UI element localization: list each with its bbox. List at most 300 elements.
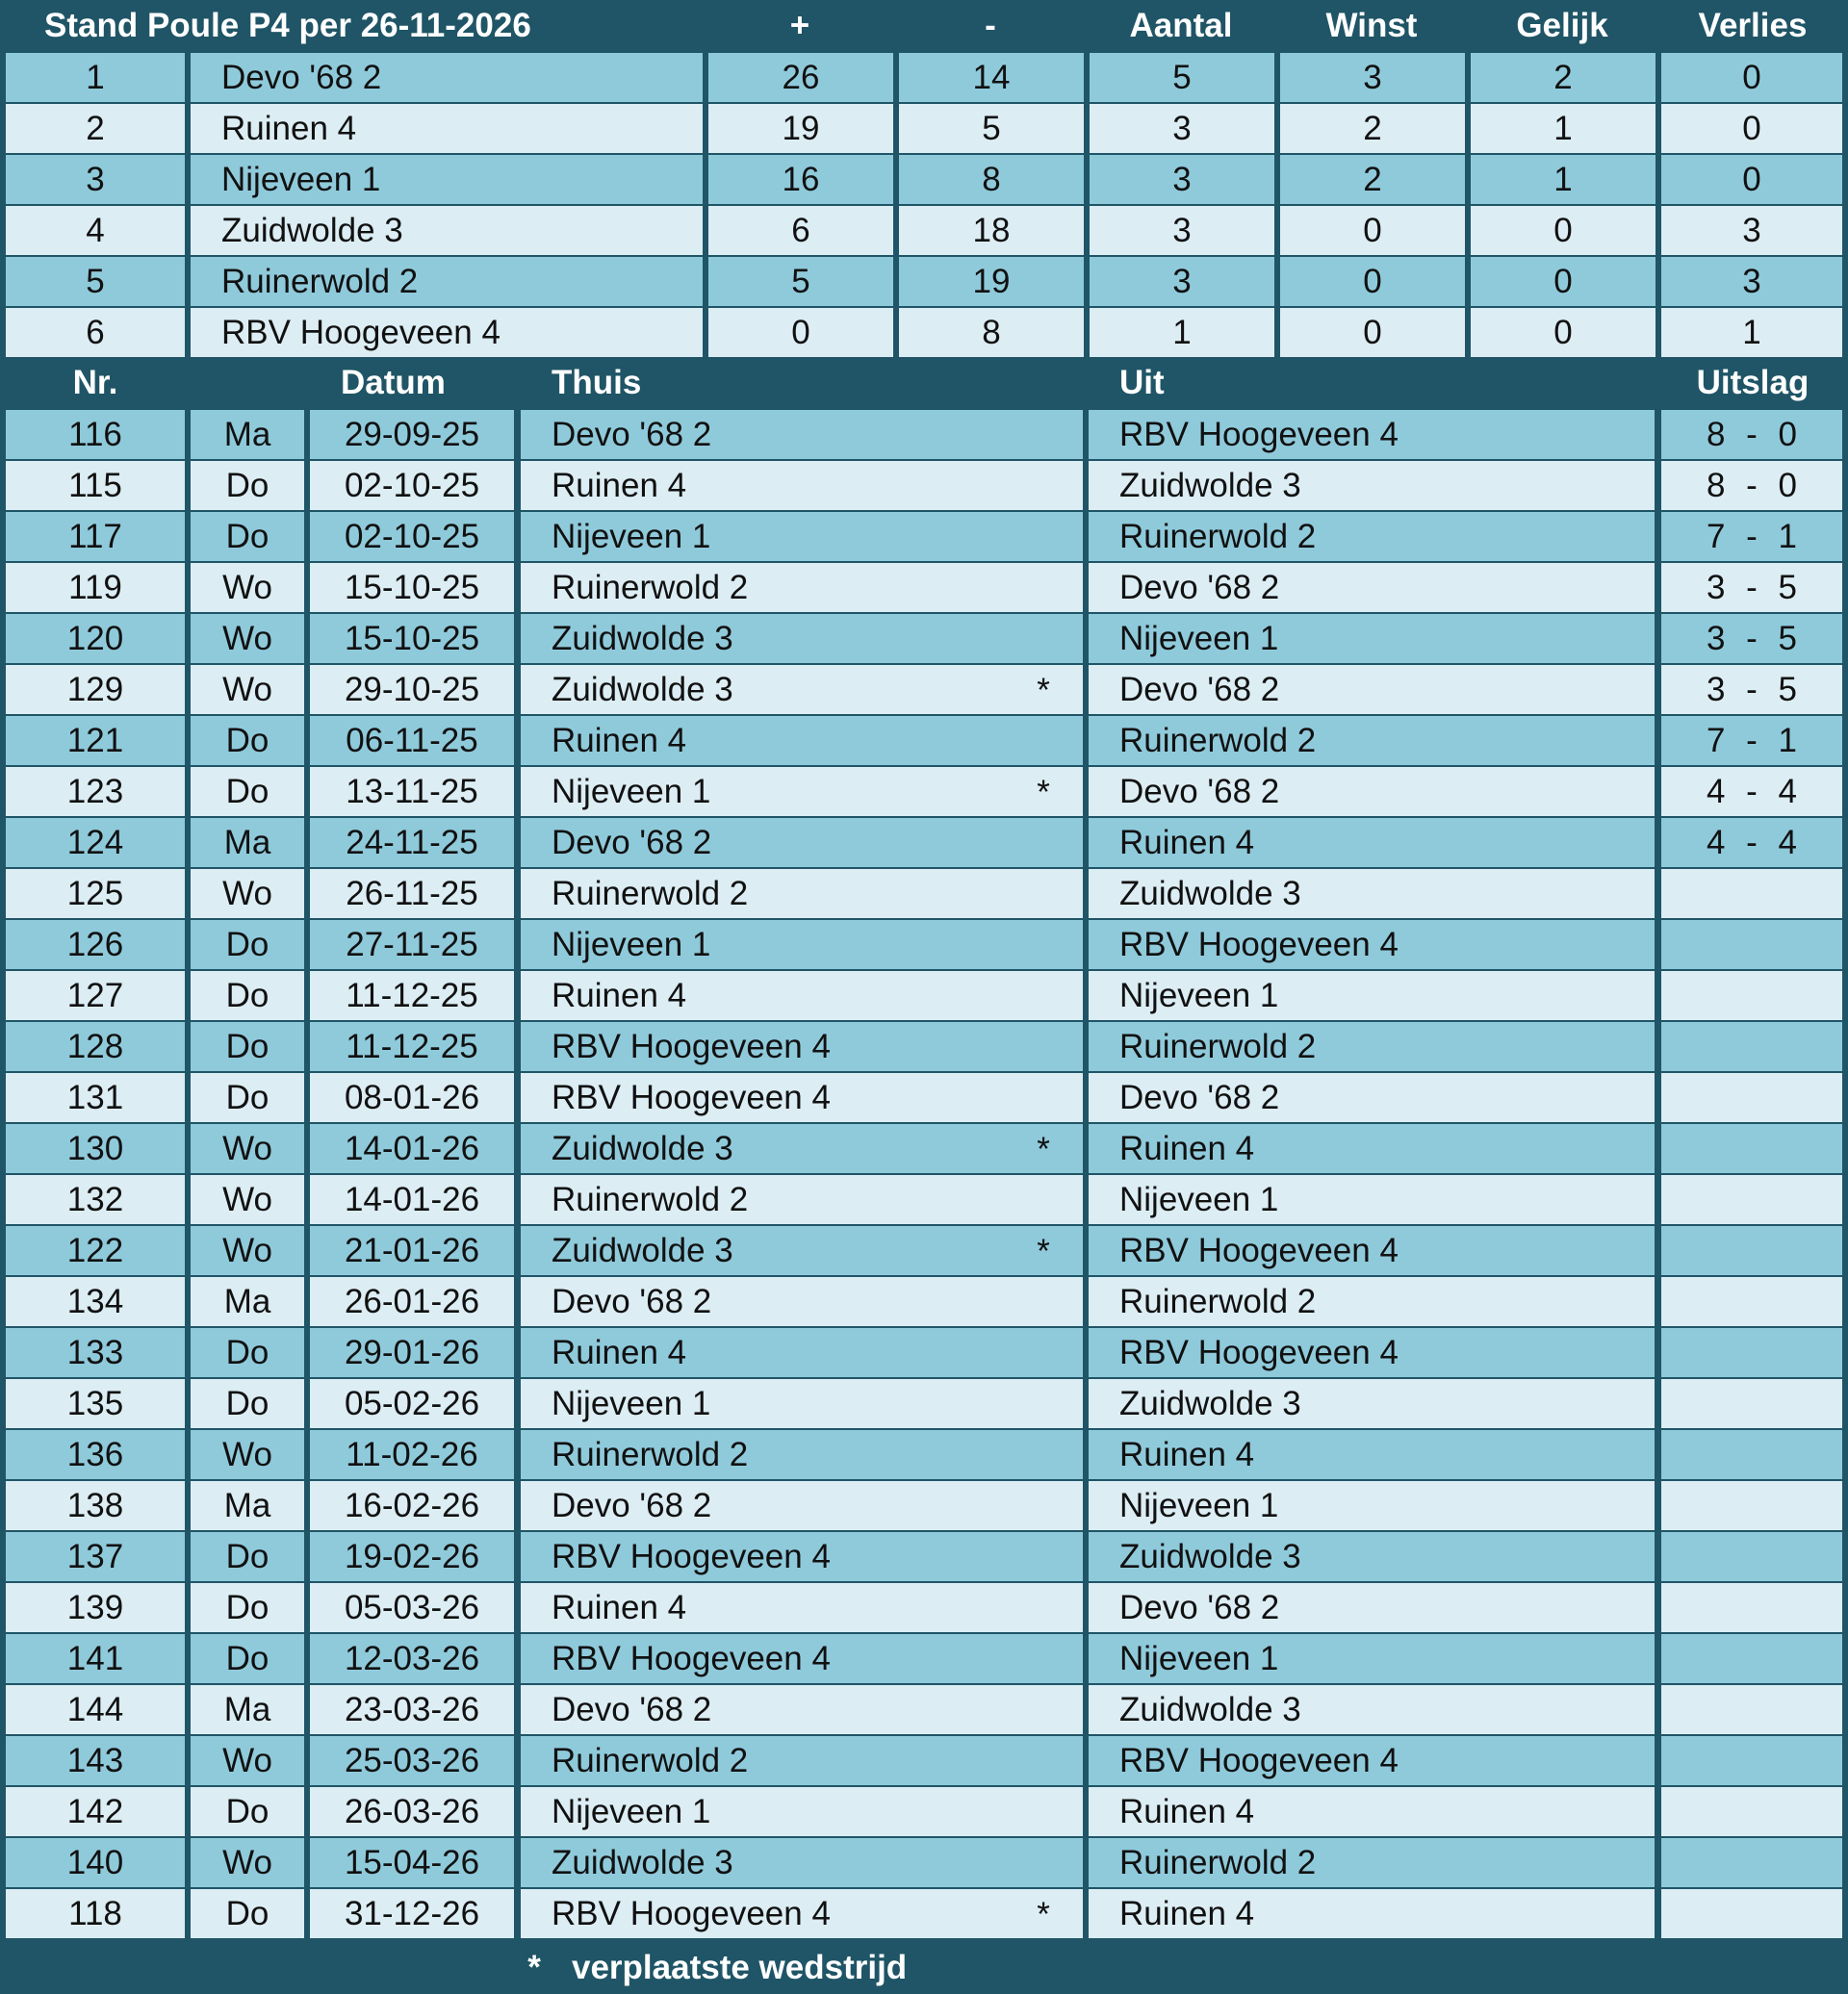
col-aantal-header: Aantal [1129, 6, 1233, 44]
schedule-row [0, 1736, 1848, 1787]
moved-match-marker [1024, 1736, 1063, 1787]
schedule-row [0, 1430, 1848, 1481]
moved-match-marker [1024, 512, 1063, 563]
schedule-cell-nr: 129 [6, 665, 185, 714]
standings-cell-plus: 6 [708, 206, 893, 255]
score-sh: 8 [1707, 466, 1726, 504]
standings-cell-minus: 8 [899, 308, 1084, 357]
schedule-cell-day: Do [191, 767, 304, 816]
schedule-cell-nr: 140 [6, 1838, 185, 1887]
score-value [1707, 773, 1797, 811]
schedule-cell-date: 11-12-25 [310, 971, 514, 1020]
schedule-cell-home: Ruinerwold 2 [521, 1175, 1083, 1224]
score-sep: - [1746, 772, 1758, 810]
schedule-cell-home: RBV Hoogeveen 4 [521, 1634, 1083, 1683]
standings-row [0, 257, 1848, 308]
standings-cell-plus: 26 [708, 53, 893, 102]
standings-cell-minus: 5 [899, 104, 1084, 153]
schedule-cell-score [1661, 1073, 1842, 1122]
col-uit-header: Uit [1119, 363, 1165, 401]
schedule-cell-nr: 115 [6, 461, 185, 510]
schedule-cell-nr: 137 [6, 1532, 185, 1581]
schedule-cell-day: Do [191, 1022, 304, 1071]
schedule-cell-date: 19-02-26 [310, 1532, 514, 1581]
moved-match-marker [1024, 614, 1063, 665]
schedule-cell-nr: 143 [6, 1736, 185, 1785]
schedule-cell-away: RBV Hoogeveen 4 [1089, 1328, 1655, 1377]
standings-row [0, 155, 1848, 206]
schedule-cell-away: Zuidwolde 3 [1089, 461, 1655, 510]
schedule-cell-home: Ruinerwold 2 [521, 1430, 1083, 1479]
schedule-cell-nr: 126 [6, 920, 185, 969]
standings-cell-plus: 5 [708, 257, 893, 306]
score-sep: - [1746, 568, 1758, 606]
schedule-cell-date: 15-04-26 [310, 1838, 514, 1887]
schedule-cell-day: Ma [191, 1685, 304, 1734]
schedule-cell-score [1661, 512, 1842, 561]
schedule-cell-score [1661, 920, 1842, 969]
schedule-cell-date: 26-11-25 [310, 869, 514, 918]
schedule-cell-nr: 144 [6, 1685, 185, 1734]
standings-cell-team: Nijeveen 1 [191, 155, 703, 204]
standings-header [0, 0, 1848, 51]
standings-cell-team: Ruinen 4 [191, 104, 703, 153]
score-sa: 1 [1778, 517, 1797, 555]
schedule-cell-away: Nijeveen 1 [1089, 1175, 1655, 1224]
schedule-cell-nr: 124 [6, 818, 185, 867]
schedule-cell-home: RBV Hoogeveen 4 [521, 1532, 1083, 1581]
schedule-row [0, 563, 1848, 614]
schedule-cell-day: Wo [191, 1124, 304, 1173]
schedule-cell-date: 29-09-25 [310, 410, 514, 459]
score-value [1707, 569, 1797, 607]
schedule-cell-nr: 125 [6, 869, 185, 918]
schedule-cell-away: Ruinerwold 2 [1089, 716, 1655, 765]
schedule-cell-score [1661, 665, 1842, 714]
schedule-cell-date: 14-01-26 [310, 1175, 514, 1224]
schedule-cell-score [1661, 410, 1842, 459]
schedule-cell-score [1661, 767, 1842, 816]
schedule-cell-date: 06-11-25 [310, 716, 514, 765]
schedule-row [0, 920, 1848, 971]
schedule-cell-away: Ruinerwold 2 [1089, 1022, 1655, 1071]
schedule-cell-score [1661, 1226, 1842, 1275]
standings-cell-aantal: 1 [1090, 308, 1274, 357]
schedule-cell-nr: 138 [6, 1481, 185, 1530]
schedule-cell-day: Wo [191, 1175, 304, 1224]
schedule-cell-away: Devo '68 2 [1089, 767, 1655, 816]
schedule-cell-score [1661, 1328, 1842, 1377]
moved-match-marker [1024, 1328, 1063, 1379]
schedule-cell-date: 05-02-26 [310, 1379, 514, 1428]
schedule-row [0, 1226, 1848, 1277]
standings-cell-minus: 18 [899, 206, 1084, 255]
score-sa: 5 [1778, 670, 1797, 708]
schedule-cell-away: Ruinen 4 [1089, 1124, 1655, 1173]
schedule-cell-date: 02-10-25 [310, 461, 514, 510]
schedule-cell-away: Devo '68 2 [1089, 665, 1655, 714]
schedule-cell-away: Ruinerwold 2 [1089, 1838, 1655, 1887]
schedule-cell-score [1661, 1430, 1842, 1479]
schedule-cell-nr: 134 [6, 1277, 185, 1326]
schedule-cell-date: 05-03-26 [310, 1583, 514, 1632]
schedule-cell-date: 11-02-26 [310, 1430, 514, 1479]
moved-match-marker [1024, 1430, 1063, 1481]
schedule-cell-day: Wo [191, 1838, 304, 1887]
schedule-cell-away: Ruinerwold 2 [1089, 1277, 1655, 1326]
standings-cell-pos: 2 [6, 104, 185, 153]
col-verlies-header: Verlies [1698, 6, 1808, 44]
moved-match-marker: * [1037, 1130, 1050, 1168]
schedule-cell-nr: 119 [6, 563, 185, 612]
schedule-cell-away: Ruinerwold 2 [1089, 512, 1655, 561]
schedule-cell-nr: 142 [6, 1787, 185, 1836]
col-uitslag-header: Uitslag [1696, 363, 1810, 401]
standings-cell-winst: 0 [1280, 257, 1465, 306]
schedule-cell-score [1661, 1736, 1842, 1785]
schedule-cell-home: Nijeveen 1 [521, 1379, 1083, 1428]
schedule-cell-day: Wo [191, 1430, 304, 1479]
schedule-cell-away: RBV Hoogeveen 4 [1089, 1736, 1655, 1785]
schedule-cell-score [1661, 1838, 1842, 1887]
schedule-cell-day: Do [191, 1583, 304, 1632]
moved-match-marker [1024, 1685, 1063, 1736]
schedule-cell-home: Devo '68 2 [521, 818, 1083, 867]
schedule-row [0, 512, 1848, 563]
schedule-cell-nr: 120 [6, 614, 185, 663]
score-sh: 4 [1707, 772, 1726, 810]
schedule-cell-day: Do [191, 1889, 304, 1938]
standings-cell-team: Ruinerwold 2 [191, 257, 703, 306]
schedule-cell-nr: 132 [6, 1175, 185, 1224]
schedule-cell-date: 14-01-26 [310, 1124, 514, 1173]
moved-match-marker [1024, 1787, 1063, 1838]
schedule-row [0, 1481, 1848, 1532]
schedule-cell-home: Zuidwolde 3 [521, 1226, 1083, 1275]
col-gelijk-header: Gelijk [1516, 6, 1608, 44]
schedule-cell-home: Ruinerwold 2 [521, 869, 1083, 918]
standings-cell-team: Devo '68 2 [191, 53, 703, 102]
score-sh: 3 [1707, 670, 1726, 708]
schedule-cell-day: Do [191, 1787, 304, 1836]
schedule-cell-day: Ma [191, 1277, 304, 1326]
schedule-cell-date: 25-03-26 [310, 1736, 514, 1785]
score-sa: 0 [1778, 466, 1797, 504]
standings-cell-aantal: 3 [1090, 206, 1274, 255]
standings-cell-winst: 3 [1280, 53, 1465, 102]
schedule-cell-away: RBV Hoogeveen 4 [1089, 1226, 1655, 1275]
schedule-cell-nr: 116 [6, 410, 185, 459]
schedule-cell-home: Nijeveen 1 [521, 920, 1083, 969]
schedule-cell-nr: 136 [6, 1430, 185, 1479]
standings-cell-team: RBV Hoogeveen 4 [191, 308, 703, 357]
moved-match-marker [1024, 869, 1063, 920]
score-value [1707, 518, 1797, 556]
schedule-cell-day: Wo [191, 563, 304, 612]
moved-match-marker [1024, 1481, 1063, 1532]
moved-match-marker [1024, 1022, 1063, 1073]
schedule-cell-home: RBV Hoogeveen 4 [521, 1073, 1083, 1122]
schedule-row [0, 1838, 1848, 1889]
schedule-row [0, 1634, 1848, 1685]
standings-row [0, 53, 1848, 104]
schedule-cell-nr: 123 [6, 767, 185, 816]
schedule-cell-score [1661, 1685, 1842, 1734]
schedule-cell-nr: 135 [6, 1379, 185, 1428]
standings-cell-winst: 0 [1280, 206, 1465, 255]
schedule-cell-day: Do [191, 920, 304, 969]
standings-cell-aantal: 3 [1090, 104, 1274, 153]
schedule-cell-score [1661, 1889, 1842, 1938]
schedule-cell-day: Wo [191, 1736, 304, 1785]
schedule-cell-date: 29-10-25 [310, 665, 514, 714]
schedule-cell-day: Do [191, 512, 304, 561]
standings-cell-winst: 2 [1280, 104, 1465, 153]
schedule-row [0, 1124, 1848, 1175]
schedule-cell-home: Zuidwolde 3 [521, 1838, 1083, 1887]
moved-match-marker: * [1037, 773, 1050, 811]
schedule-cell-away: Ruinen 4 [1089, 1787, 1655, 1836]
schedule-cell-day: Wo [191, 665, 304, 714]
schedule-cell-nr: 128 [6, 1022, 185, 1071]
col-plus-header: + [789, 6, 810, 44]
col-winst-header: Winst [1325, 6, 1418, 44]
schedule-cell-score [1661, 461, 1842, 510]
schedule-cell-day: Ma [191, 410, 304, 459]
schedule-cell-home: Nijeveen 1 [521, 767, 1083, 816]
schedule-cell-away: Ruinen 4 [1089, 1889, 1655, 1938]
schedule-cell-score [1661, 1481, 1842, 1530]
schedule-cell-away: Zuidwolde 3 [1089, 1685, 1655, 1734]
schedule-cell-home: RBV Hoogeveen 4 [521, 1889, 1083, 1938]
schedule-cell-home: Nijeveen 1 [521, 512, 1083, 561]
schedule-cell-nr: 121 [6, 716, 185, 765]
schedule-cell-score [1661, 818, 1842, 867]
schedule-cell-away: Nijeveen 1 [1089, 1481, 1655, 1530]
schedule-cell-nr: 133 [6, 1328, 185, 1377]
schedule-cell-date: 29-01-26 [310, 1328, 514, 1377]
score-sep: - [1746, 619, 1758, 657]
score-sh: 7 [1707, 721, 1726, 759]
standings-row [0, 104, 1848, 155]
score-sh: 4 [1707, 823, 1726, 861]
score-sa: 5 [1778, 568, 1797, 606]
schedule-row [0, 461, 1848, 512]
score-sh: 3 [1707, 568, 1726, 606]
schedule-cell-away: Devo '68 2 [1089, 1073, 1655, 1122]
standings-cell-minus: 14 [899, 53, 1084, 102]
standings-row [0, 308, 1848, 359]
schedule-row [0, 716, 1848, 767]
schedule-cell-home: Zuidwolde 3 [521, 1124, 1083, 1173]
score-sa: 4 [1778, 772, 1797, 810]
schedule-row [0, 665, 1848, 716]
schedule-cell-nr: 141 [6, 1634, 185, 1683]
schedule-row [0, 1328, 1848, 1379]
col-nr-header: Nr. [72, 363, 118, 401]
moved-match-marker [1024, 971, 1063, 1022]
footer-note [0, 1942, 1848, 1994]
schedule-row [0, 767, 1848, 818]
schedule-cell-away: Nijeveen 1 [1089, 614, 1655, 663]
score-value [1707, 416, 1797, 454]
schedule-cell-date: 11-12-25 [310, 1022, 514, 1071]
schedule-cell-home: Ruinen 4 [521, 461, 1083, 510]
schedule-row [0, 410, 1848, 461]
standings-row [0, 206, 1848, 257]
schedule-cell-date: 21-01-26 [310, 1226, 514, 1275]
standings-cell-aantal: 3 [1090, 155, 1274, 204]
schedule-cell-home: Devo '68 2 [521, 1277, 1083, 1326]
schedule-header [0, 357, 1848, 408]
score-sh: 8 [1707, 415, 1726, 453]
standings-cell-pos: 6 [6, 308, 185, 357]
score-sh: 3 [1707, 619, 1726, 657]
moved-match-marker [1024, 1634, 1063, 1685]
standings-cell-minus: 19 [899, 257, 1084, 306]
schedule-cell-day: Do [191, 1634, 304, 1683]
schedule-cell-day: Ma [191, 818, 304, 867]
schedule-cell-score [1661, 869, 1842, 918]
standings-cell-plus: 16 [708, 155, 893, 204]
standings-cell-verlies: 3 [1661, 206, 1842, 255]
schedule-cell-score [1661, 1175, 1842, 1224]
score-sep: - [1746, 823, 1758, 861]
schedule-cell-date: 15-10-25 [310, 563, 514, 612]
score-sa: 1 [1778, 721, 1797, 759]
standings-cell-winst: 2 [1280, 155, 1465, 204]
standings-cell-pos: 5 [6, 257, 185, 306]
moved-match-marker: * [1037, 1895, 1050, 1933]
score-value [1707, 722, 1797, 760]
schedule-cell-date: 24-11-25 [310, 818, 514, 867]
standings-cell-verlies: 1 [1661, 308, 1842, 357]
moved-match-marker [1024, 1175, 1063, 1226]
score-value [1707, 620, 1797, 658]
moved-match-marker [1024, 1838, 1063, 1889]
schedule-cell-home: Nijeveen 1 [521, 1787, 1083, 1836]
schedule-cell-score [1661, 971, 1842, 1020]
schedule-cell-score [1661, 1583, 1842, 1632]
schedule-cell-date: 16-02-26 [310, 1481, 514, 1530]
standings-cell-plus: 0 [708, 308, 893, 357]
schedule-cell-score [1661, 614, 1842, 663]
moved-match-marker [1024, 1379, 1063, 1430]
col-minus-header: - [985, 6, 996, 44]
schedule-row [0, 614, 1848, 665]
schedule-cell-score [1661, 1634, 1842, 1683]
schedule-cell-away: RBV Hoogeveen 4 [1089, 410, 1655, 459]
moved-match-marker: * [1037, 671, 1050, 709]
schedule-cell-day: Wo [191, 614, 304, 663]
schedule-cell-date: 13-11-25 [310, 767, 514, 816]
standings-cell-aantal: 5 [1090, 53, 1274, 102]
schedule-cell-day: Do [191, 971, 304, 1020]
schedule-cell-home: Ruinen 4 [521, 1583, 1083, 1632]
schedule-cell-day: Do [191, 716, 304, 765]
schedule-cell-score [1661, 1379, 1842, 1428]
schedule-cell-score [1661, 1532, 1842, 1581]
standings-cell-team: Zuidwolde 3 [191, 206, 703, 255]
moved-match-marker [1024, 1583, 1063, 1634]
standings-cell-verlies: 0 [1661, 155, 1842, 204]
schedule-cell-home: Ruinen 4 [521, 1328, 1083, 1377]
moved-match-marker: * [1037, 1232, 1050, 1270]
score-sep: - [1746, 721, 1758, 759]
moved-match-marker [1024, 563, 1063, 614]
schedule-cell-away: Devo '68 2 [1089, 563, 1655, 612]
schedule-cell-away: Nijeveen 1 [1089, 1634, 1655, 1683]
schedule-cell-date: 12-03-26 [310, 1634, 514, 1683]
moved-match-marker [1024, 920, 1063, 971]
schedule-cell-day: Ma [191, 1481, 304, 1530]
schedule-row [0, 1685, 1848, 1736]
schedule-cell-day: Wo [191, 1226, 304, 1275]
schedule-cell-date: 23-03-26 [310, 1685, 514, 1734]
schedule-row [0, 1583, 1848, 1634]
schedule-row [0, 1073, 1848, 1124]
schedule-row [0, 1532, 1848, 1583]
footer-text: verplaatste wedstrijd [572, 1949, 908, 1986]
schedule-row [0, 1277, 1848, 1328]
schedule-cell-away: RBV Hoogeveen 4 [1089, 920, 1655, 969]
schedule-cell-nr: 130 [6, 1124, 185, 1173]
schedule-cell-away: Zuidwolde 3 [1089, 1532, 1655, 1581]
schedule-cell-score [1661, 563, 1842, 612]
schedule-cell-score [1661, 1124, 1842, 1173]
schedule-cell-date: 26-01-26 [310, 1277, 514, 1326]
standings-cell-pos: 4 [6, 206, 185, 255]
schedule-cell-home: Devo '68 2 [521, 1481, 1083, 1530]
schedule-row [0, 1787, 1848, 1838]
schedule-cell-away: Nijeveen 1 [1089, 971, 1655, 1020]
schedule-cell-day: Do [191, 1532, 304, 1581]
schedule-cell-date: 08-01-26 [310, 1073, 514, 1122]
standings-cell-verlies: 3 [1661, 257, 1842, 306]
standings-cell-gelijk: 2 [1471, 53, 1656, 102]
col-thuis-header: Thuis [552, 363, 642, 401]
standings-cell-pos: 3 [6, 155, 185, 204]
schedule-cell-score [1661, 1787, 1842, 1836]
schedule-cell-away: Zuidwolde 3 [1089, 1379, 1655, 1428]
standings-cell-gelijk: 0 [1471, 308, 1656, 357]
schedule-cell-score [1661, 1277, 1842, 1326]
standings-cell-verlies: 0 [1661, 53, 1842, 102]
score-sa: 0 [1778, 415, 1797, 453]
score-sep: - [1746, 415, 1758, 453]
schedule-row [0, 1889, 1848, 1940]
schedule-cell-nr: 139 [6, 1583, 185, 1632]
schedule-cell-home: Devo '68 2 [521, 1685, 1083, 1734]
score-value [1707, 671, 1797, 709]
moved-match-marker [1024, 410, 1063, 461]
schedule-cell-home: Zuidwolde 3 [521, 614, 1083, 663]
standings-cell-plus: 19 [708, 104, 893, 153]
score-sh: 7 [1707, 517, 1726, 555]
score-sa: 4 [1778, 823, 1797, 861]
standings-title: Stand Poule P4 per 26-11-2026 [44, 6, 531, 44]
schedule-cell-date: 15-10-25 [310, 614, 514, 663]
standings-cell-minus: 8 [899, 155, 1084, 204]
col-datum-header: Datum [341, 363, 446, 401]
score-sep: - [1746, 670, 1758, 708]
score-value [1707, 467, 1797, 505]
standings-cell-gelijk: 0 [1471, 206, 1656, 255]
schedule-cell-date: 02-10-25 [310, 512, 514, 561]
standings-cell-gelijk: 0 [1471, 257, 1656, 306]
schedule-cell-score [1661, 1022, 1842, 1071]
schedule-cell-away: Zuidwolde 3 [1089, 869, 1655, 918]
